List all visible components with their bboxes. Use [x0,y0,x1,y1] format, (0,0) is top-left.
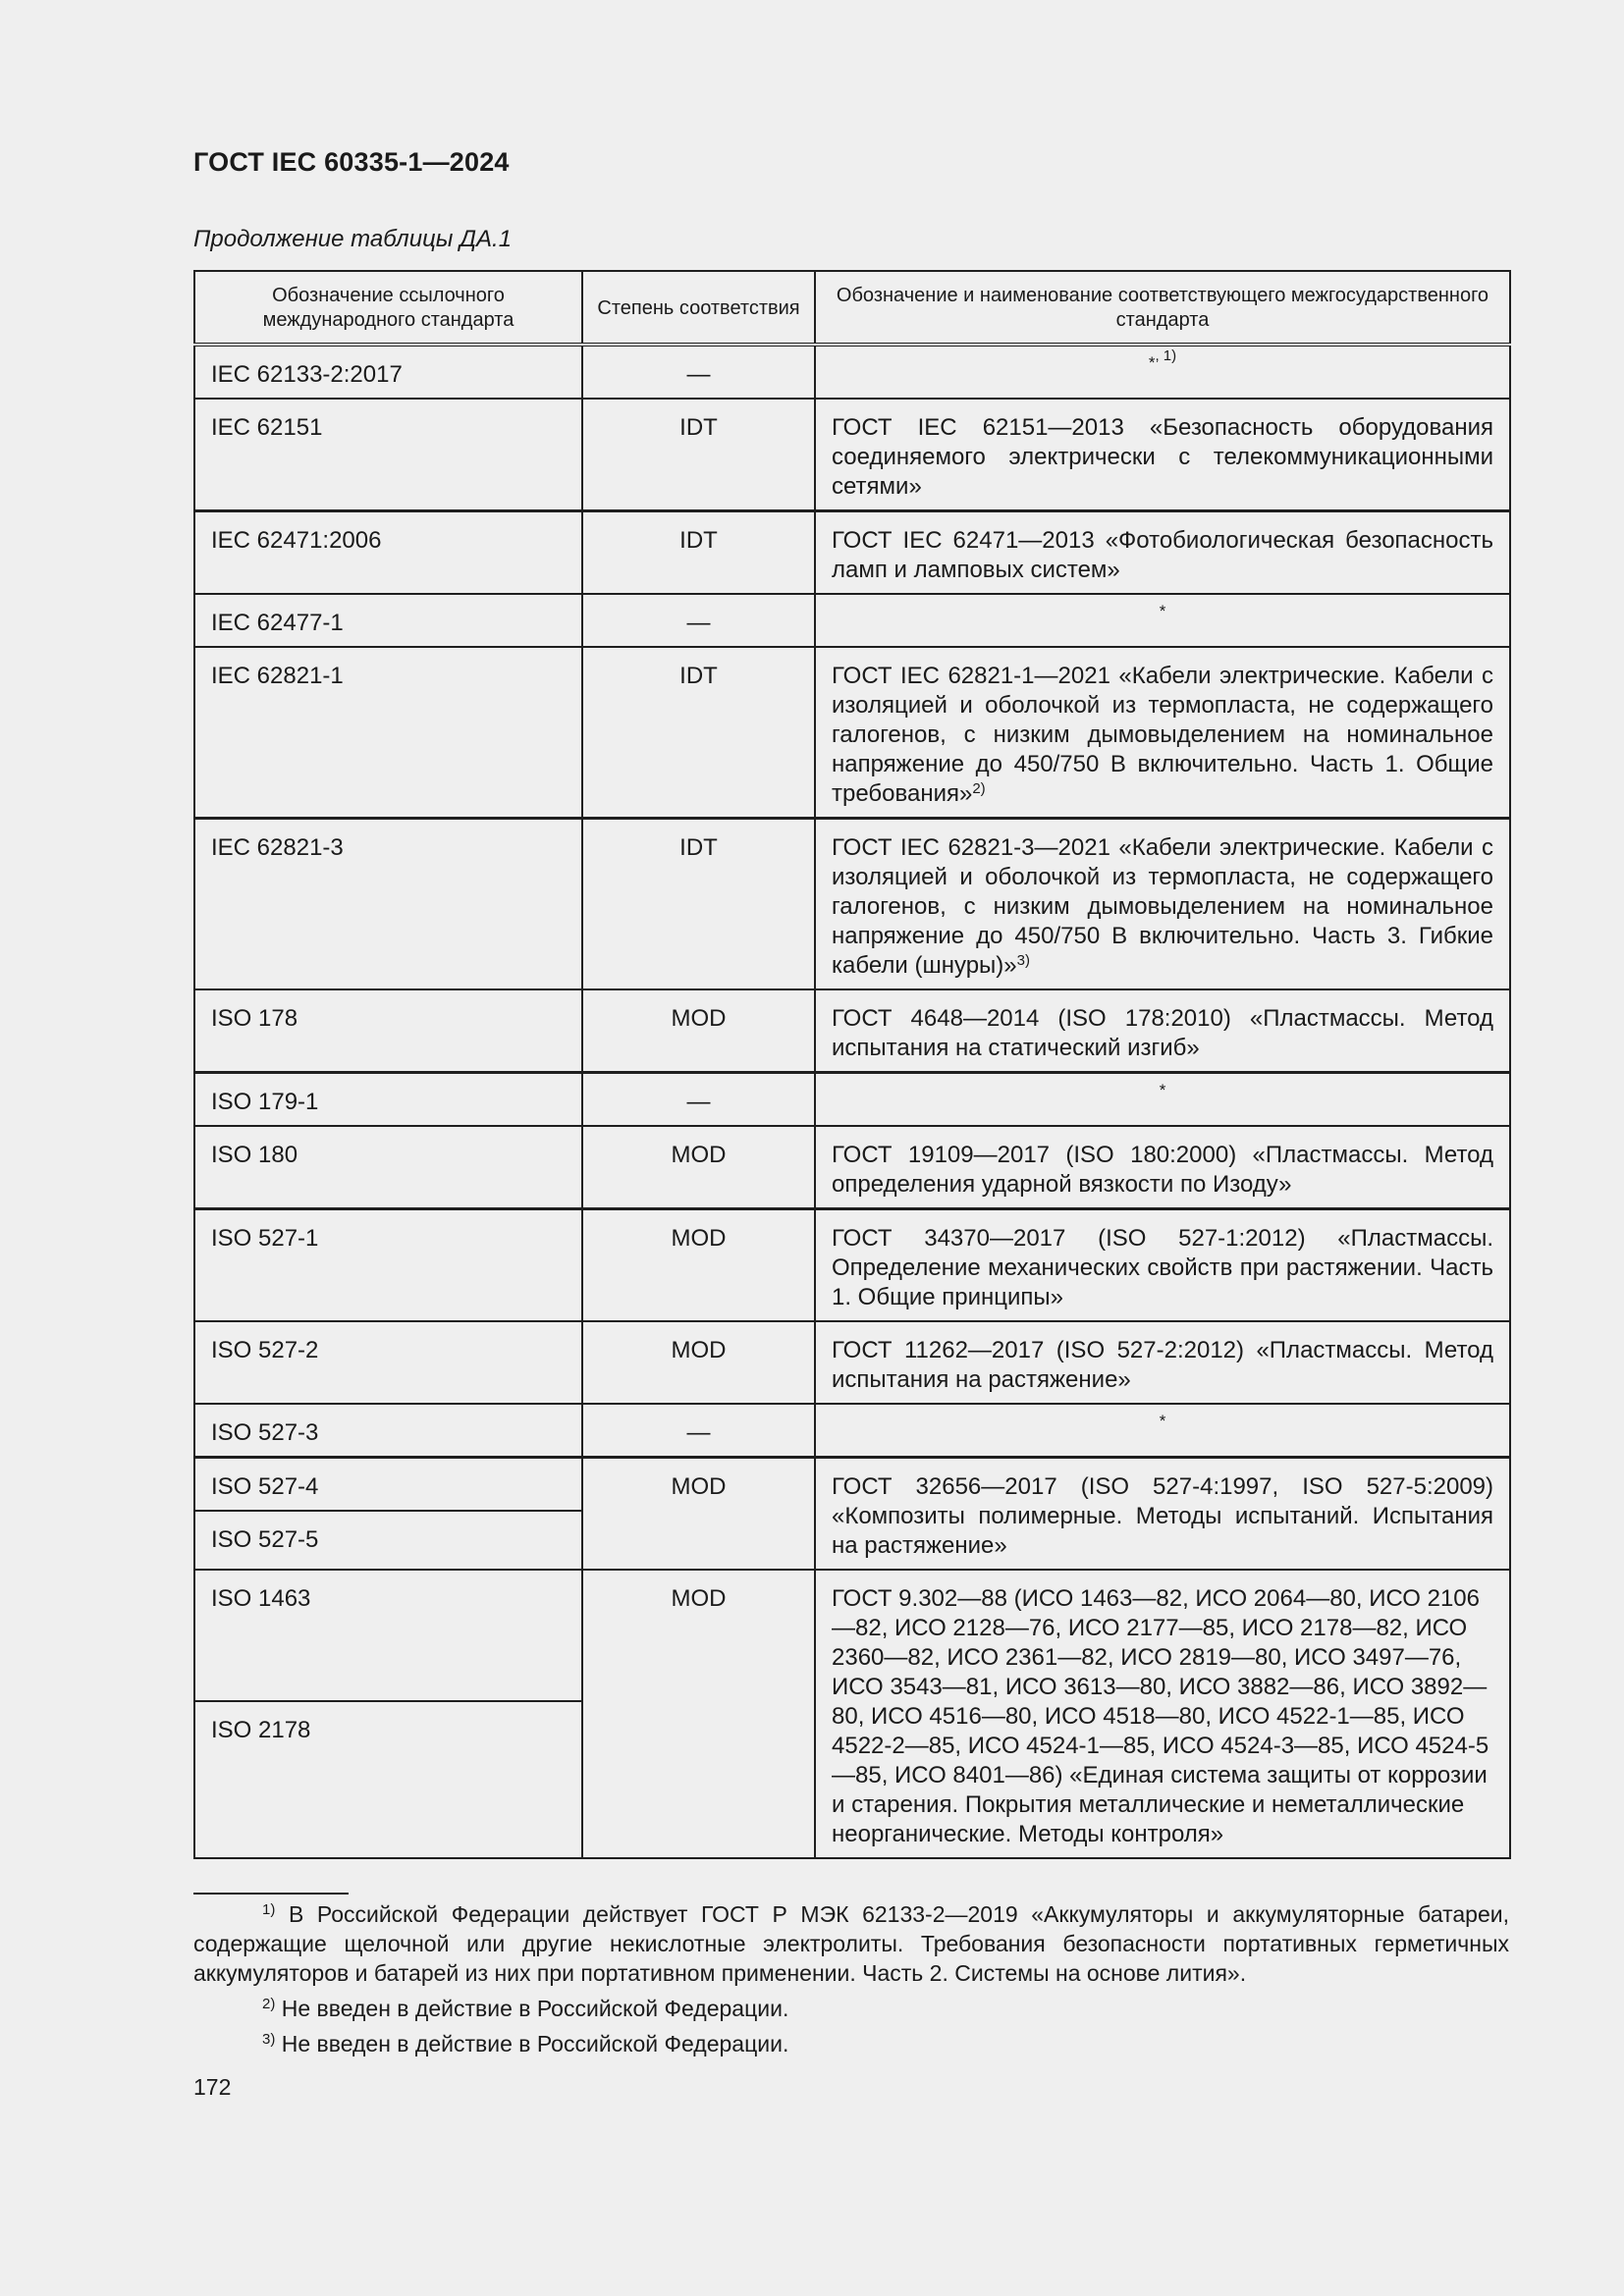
name-cell [815,647,1510,819]
degree-cell: MOD [582,1209,815,1322]
footnote-mark: 3) [262,2030,276,2048]
name-text: ГОСТ IEC 62821-1—2021 «Кабели электрические. Кабели с изоляцией и оболочкой из термопласта, не содержащего галогенов, с низким дымовыделением на номинальное напряжение до 450/750 В включительно. Часть 1. Общие требования» [832,663,1493,807]
table-row [194,647,1510,819]
degree-cell: MOD [582,1570,815,1858]
footnote-ref: 2) [972,779,986,797]
degree-cell: — [582,345,815,399]
degree-cell: — [582,1073,815,1127]
reference-cell: ISO 179-1 [194,1073,582,1127]
table-row [194,1073,1510,1127]
column-header-name: Обозначение и наименование соответствующего межгосударственного стандарта [815,271,1510,345]
footnote-3 [193,2029,1509,2058]
reference-cell: IEC 62151 [194,399,582,511]
degree-cell: — [582,1404,815,1458]
degree-cell: MOD [582,1126,815,1209]
name-cell: * [815,1404,1510,1458]
reference-cell: ISO 527-5 [194,1511,582,1570]
name-cell: ГОСТ 11262—2017 (ISO 527-2:2012) «Пластмассы. Метод испытания на растяжение» [815,1321,1510,1404]
reference-cell: ISO 527-2 [194,1321,582,1404]
reference-cell: IEC 62821-3 [194,819,582,990]
document-code: ГОСТ IEC 60335-1—2024 [193,147,510,177]
reference-cell: IEC 62133-2:2017 [194,345,582,399]
degree-cell: MOD [582,989,815,1073]
footnote-2 [193,1994,1509,2023]
footnote-mark: 1) [262,1900,276,1918]
name-cell: * [815,1073,1510,1127]
table-row [194,594,1510,647]
name-cell: ГОСТ 34370—2017 (ISO 527-1:2012) «Пластмассы. Определение механических свойств при растяжении. Часть 1. Общие принципы» [815,1209,1510,1322]
name-cell: ГОСТ IEC 62151—2013 «Безопасность оборудования соединяемого электрически с телекоммуникационными сетями» [815,399,1510,511]
degree-cell: IDT [582,647,815,819]
name-cell [815,345,1510,399]
footnote-text: Не введен в действие в Российской Федерации. [281,1996,789,2021]
footnotes [193,1899,1509,2064]
table-row [194,399,1510,511]
name-cell: ГОСТ IEC 62471—2013 «Фотобиологическая безопасность ламп и ламповых систем» [815,511,1510,595]
table-row [194,1404,1510,1458]
reference-cell: ISO 178 [194,989,582,1073]
reference-cell: ISO 180 [194,1126,582,1209]
footnote-divider [193,1893,349,1895]
name-text: ГОСТ IEC 62821-3—2021 «Кабели электрические. Кабели с изоляцией и оболочкой из термопласта, не содержащего галогенов, с низким дымовыделением на номинальное напряжение до 450/750 В включительно. Часть 3. Гибкие кабели (шнуры)» [832,834,1493,979]
footnote-1 [193,1899,1509,1988]
reference-cell: IEC 62477-1 [194,594,582,647]
degree-cell: MOD [582,1458,815,1571]
table-row [194,1126,1510,1209]
reference-cell: ISO 2178 [194,1701,582,1858]
name-cell: * [815,594,1510,647]
table-row [194,1570,1510,1701]
column-header-degree: Степень соответствия [582,271,815,345]
footnote-ref: , 1) [1155,347,1177,364]
degree-cell: IDT [582,399,815,511]
degree-cell: MOD [582,1321,815,1404]
reference-cell: ISO 527-4 [194,1458,582,1512]
degree-cell: — [582,594,815,647]
table-header-row [194,271,1510,345]
page-number: 172 [193,2074,232,2100]
table-row [194,1458,1510,1512]
footnote-text: Не введен в действие в Российской Федерации. [281,2031,789,2056]
correspondence-table [193,270,1511,1859]
table-continuation-caption: Продолжение таблицы ДА.1 [193,226,513,252]
table-row [194,345,1510,399]
table-row [194,989,1510,1073]
footnote-ref: 3) [1016,951,1030,969]
footnote-mark: 2) [262,1995,276,2012]
name-cell: ГОСТ 19109—2017 (ISO 180:2000) «Пластмассы. Метод определения ударной вязкости по Изоду» [815,1126,1510,1209]
footnote-text: В Российской Федерации действует ГОСТ Р МЭК 62133-2—2019 «Аккумуляторы и аккумуляторные батареи, содержащие щелочной или другие некислотные электролиты. Требования безопасности портативных герметичных аккумуляторов и батарей из них при портативном применении. Часть 2. Системы на основе лития». [193,1901,1510,1986]
reference-cell: ISO 527-1 [194,1209,582,1322]
name-cell [815,819,1510,990]
degree-cell: IDT [582,819,815,990]
column-header-reference: Обозначение ссылочного международного стандарта [194,271,582,345]
reference-cell: IEC 62821-1 [194,647,582,819]
table-row [194,1209,1510,1322]
reference-cell: IEC 62471:2006 [194,511,582,595]
name-cell: ГОСТ 9.302—88 (ИСО 1463—82, ИСО 2064—80, ИСО 2106—82, ИСО 2128—76, ИСО 2177—85, ИСО 2178—82, ИСО 2360—82, ИСО 2361—82, ИСО 2819—80, ИСО 3497—76, ИСО 3543—81, ИСО 3613—80, ИСО 3882—86, ИСО 3892—80, ИСО 4516—80, ИСО 4518—80, ИСО 4522-1—85, ИСО 4522-2—85, ИСО 4524-1—85, ИСО 4524-3—85, ИСО 4524-5—85, ИСО 8401—86) «Единая система защиты от коррозии и старения. Покрытия металлические и неметаллические неорганические. Методы контроля» [815,1570,1510,1858]
name-cell: ГОСТ 4648—2014 (ISO 178:2010) «Пластмассы. Метод испытания на статический изгиб» [815,989,1510,1073]
table-row [194,819,1510,990]
table-row [194,1321,1510,1404]
reference-cell: ISO 1463 [194,1570,582,1701]
degree-cell: IDT [582,511,815,595]
reference-cell: ISO 527-3 [194,1404,582,1458]
name-cell: ГОСТ 32656—2017 (ISO 527-4:1997, ISO 527-5:2009) «Композиты полимерные. Методы испытаний. Испытания на растяжение» [815,1458,1510,1571]
table-row [194,511,1510,595]
asterisk-mark: * [1148,353,1156,372]
